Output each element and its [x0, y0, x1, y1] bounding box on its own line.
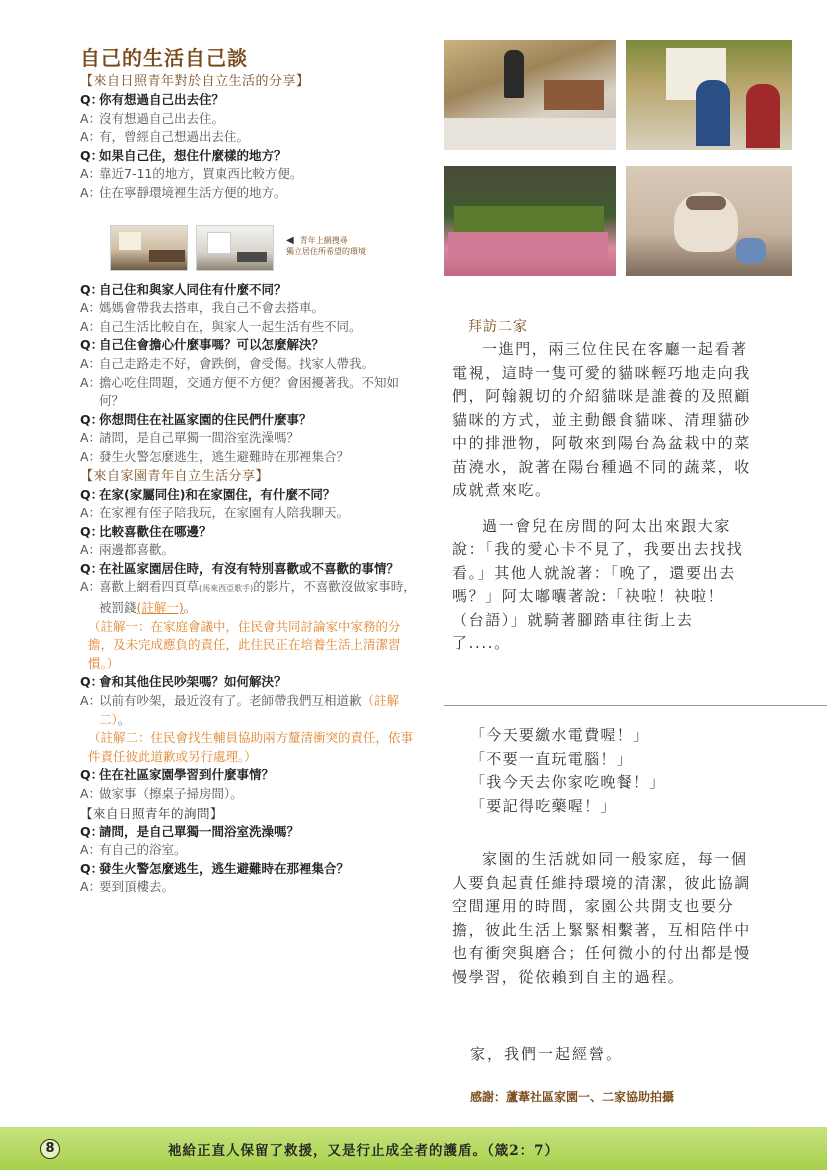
qa-block [80, 578, 420, 766]
answer-row [80, 841, 420, 860]
qa-tag: Q： [80, 523, 104, 539]
question-text: 如果自己住，想住什麼樣的地方？ [99, 147, 287, 163]
thumbnail-row [110, 225, 420, 275]
note-1: （註解一：在家庭會議中，住民會共同討論家中家務的分擔，及未完成應負的責任，此住民正在培養生活上清潔習慣。） [88, 618, 401, 671]
answer-text: 的影片，不喜歡沒做家事時，被罰錢 [99, 579, 416, 616]
answer-text: 自己走路走不好，會跌倒，會受傷。找家人帶我。 [99, 355, 375, 371]
answer-text: 喜歡上網看四頁草 [99, 579, 200, 595]
answer-row [80, 541, 420, 560]
qa-tag: A： [80, 355, 102, 371]
question-text: 請問，是自己單獨一間浴室洗澡嗎？ [99, 823, 300, 839]
question-text: 比較喜歡住在哪邊？ [99, 523, 212, 539]
footer-verse: 祂給正直人保留了救援，又是行止成全者的護盾。（箴2：7） [168, 1143, 560, 1159]
qa-block [80, 281, 420, 467]
quote: 「不要一直玩電腦！」 [470, 749, 634, 768]
answer-row: A： 喜歡上網看四頁草(馬來西亞歌手)的影片，不喜歡沒做家事時，被罰錢(註解一)。 [80, 579, 416, 616]
answer-row [80, 318, 420, 337]
answer-row [80, 448, 420, 467]
question-row [80, 560, 420, 579]
qa-tag: Q： [80, 823, 104, 839]
answer-text: 在家裡有侄子陪我玩，在家園有人陪我聊天。 [99, 505, 350, 521]
answer-row [80, 429, 420, 448]
question-row: Q： 會和其他住民吵架嗎？如何解決？ [80, 673, 420, 692]
question-row [80, 823, 420, 842]
qa-tag: A： [80, 879, 102, 895]
paragraph: 家園的生活就如同一般家庭，每一個人要負起責任維持環境的清潔，彼此協調空間運用的時間，家園公共開支也要分擔，彼此生活上緊緊相繫著，互相陪伴中也有衝突與磨合；任何微小的付出都是慢慢學習，從依賴到自主的過程。 [452, 850, 751, 986]
note-ref: （註解二） [99, 693, 400, 727]
qa-tag: Q： [80, 486, 104, 502]
question-text: 在社區家園居住時，有沒有特別喜歡或不喜歡的事情？ [99, 560, 400, 576]
answer-row [80, 165, 420, 184]
answer-row [80, 504, 420, 523]
question-row [80, 860, 420, 879]
section-heading: 【來自日照青年對於自立生活的分享】 [80, 74, 310, 89]
qa-tag: Q： [80, 337, 104, 353]
acknowledgement: 感謝：蘆葦社區家園一、二家協助拍攝 [470, 1090, 675, 1104]
footer-bar [0, 1127, 827, 1170]
mopping-photo [444, 40, 616, 150]
question-text: 住在社區家園學習到什麼事情？ [99, 767, 275, 783]
answer-row: A： 以前有吵架，最近沒有了。老師帶我們互相道歉（註解二）。 [80, 693, 400, 727]
question-text: 在家(家屬同住)和在家園住，有什麼不同？ [99, 486, 336, 502]
answer-row [80, 374, 420, 411]
answer-note-small: (馬來西亞歌手) [199, 584, 254, 594]
qa-tag: Q： [80, 147, 104, 163]
qa-tag: A： [80, 542, 102, 558]
question-row [80, 523, 420, 542]
answer-row [80, 110, 420, 129]
question-text: 發生火警怎麼逃生，逃生避難時在那裡集合？ [99, 860, 350, 876]
dining-room-photo [196, 225, 274, 271]
question-row [80, 411, 420, 430]
qa-tag: A： [80, 166, 102, 182]
note-2: （註解二：住民會找生輔員協助兩方釐清衝突的責任，依事件責任彼此道歉或另行處理。） [88, 730, 414, 764]
qa-tag: A： [80, 300, 102, 316]
quote: 「要記得吃藥喔！」 [470, 796, 617, 815]
answer-text: 。 [117, 711, 131, 727]
question-text: 你想問住在社區家園的住民們什麼事？ [99, 411, 312, 427]
paragraph: 過一會兒在房間的阿太出來跟大家說：「我的愛心卡不見了，我要出去找找看。」其他人就說著：「晚了，還要出去嗎？」阿太嘟囔著說:「袂啦！袂啦！（台語）」就騎著腳踏車往街上去了....。 [452, 516, 744, 652]
qa-block [80, 823, 420, 897]
page-number: 8 [40, 1139, 60, 1159]
answer-text: 擔心吃住問題，交通方便不方便？會困擾著我。不知如何？ [99, 374, 400, 409]
thumbnail-caption [286, 235, 366, 257]
right-column [452, 316, 752, 656]
answer-text: 沒有想過自己出去住。 [99, 110, 225, 126]
quote: 「今天要繳水電費喔！」 [470, 726, 650, 744]
qa-tag: A： [80, 842, 102, 858]
question-row [80, 486, 420, 505]
answer-text: 兩邊都喜歡。 [99, 542, 175, 558]
question-text: 會和其他住民吵架嗎？如何解決？ [99, 674, 287, 690]
qa-tag: Q： [80, 560, 104, 576]
qa-tag: Q： [80, 281, 104, 297]
left-column [80, 44, 420, 897]
question-row [80, 281, 420, 300]
qa-tag: Q： [80, 92, 104, 107]
caption-line: 青年上網搜尋 [299, 235, 348, 245]
qa-block [80, 486, 420, 579]
caption-line: 獨立居住所希望的環境 [286, 246, 366, 256]
answer-text: 媽媽會帶我去搭車，我自己不會去搭車。 [99, 300, 325, 316]
answer-row [80, 299, 420, 318]
answer-text: 做家事（擦桌子掃房間）。 [99, 786, 243, 801]
qa-tag: A： [80, 110, 102, 126]
answer-text: 。 [183, 600, 197, 616]
qa-tag: Q： [80, 767, 104, 783]
answer-row [80, 785, 420, 804]
planter-photo [444, 166, 616, 276]
question-text: 自己住和與家人同住有什麼不同？ [99, 281, 287, 297]
arrow-left-icon: ◀ [286, 234, 294, 246]
answer-row [80, 128, 420, 147]
question-text: 你有想過自己出去住？ [99, 92, 225, 107]
quote-list [470, 724, 666, 818]
section-heading: 【來自家園青年自立生活分享】 [80, 468, 270, 484]
qa-tag: A： [80, 505, 102, 521]
qa-tag: A： [80, 129, 102, 145]
answer-text: 請問，是自己單獨一間浴室洗澡嗎？ [99, 430, 300, 446]
section-heading: 【來自日照青年的詢問】 [80, 805, 224, 821]
qa-tag: A： [80, 184, 102, 200]
quote: 「我今天去你家吃晚餐！」 [470, 773, 666, 791]
answer-text: 以前有吵架，最近沒有了。老師帶我們互相道歉 [99, 693, 362, 709]
living-room-photo [110, 225, 188, 271]
motto: 家，我們一起經營。 [470, 1045, 624, 1063]
note-ref: (註解一) [136, 600, 184, 616]
photo-grid [444, 40, 792, 276]
answer-text: 靠近7-11的地方，買東西比較方便。 [99, 166, 303, 182]
answer-text: 有自己的浴室。 [99, 842, 187, 858]
question-row [80, 766, 420, 785]
answer-text: 有，曾經自己想過出去住。 [99, 129, 250, 145]
answer-row [80, 184, 420, 203]
answer-row [80, 878, 420, 897]
question-text: 自己住會擔心什麼事嗎？可以怎麼解決？ [99, 337, 325, 353]
qa-block [80, 91, 420, 203]
answer-text: 要到頂樓去。 [99, 879, 175, 895]
qa-tag: Q： [80, 411, 104, 427]
qa-block [80, 766, 420, 803]
cat-photo [626, 166, 792, 276]
bulletin-board-photo [626, 40, 792, 150]
visit-heading: 拜訪二家 [468, 319, 528, 335]
qa-tag: A： [80, 374, 102, 390]
qa-tag: A： [80, 786, 102, 801]
article-title: 自己的生活自己談 [80, 46, 248, 70]
question-row [80, 336, 420, 355]
paragraph: 一進門，兩三位住民在客廳一起看著電視，這時一隻可愛的貓咪輕巧地走向我們，阿翰親切的介紹貓咪是誰養的及照顧貓咪的方式，並主動餵食貓咪、清理貓砂中的排泄物，阿敬來到陽台為盆栽中的菜苗澆水，說著在陽台種過不同的蔬菜，收成就煮來吃。 [452, 340, 751, 499]
question-row [80, 91, 420, 110]
answer-text: 發生火警怎麼逃生，逃生避難時在那裡集合？ [99, 448, 350, 464]
answer-text: 住在寧靜環境裡生活方便的地方。 [99, 184, 287, 200]
answer-text: 自己生活比較自在，與家人一起生活有些不同。 [99, 318, 362, 334]
qa-tag: A： [80, 318, 102, 334]
qa-tag: Q： [80, 860, 104, 876]
answer-row [80, 355, 420, 374]
qa-tag: A： [80, 448, 102, 464]
divider [444, 705, 827, 706]
qa-tag: A： [80, 430, 102, 446]
question-row [80, 147, 420, 166]
